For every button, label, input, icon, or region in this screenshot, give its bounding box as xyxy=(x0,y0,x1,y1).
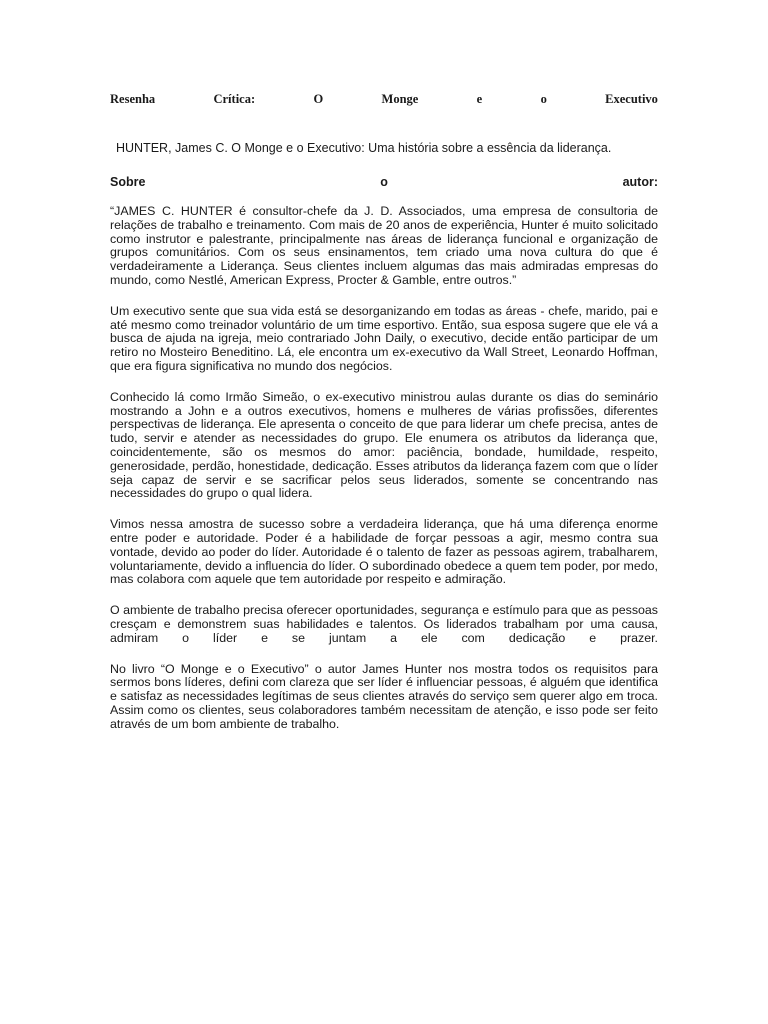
title-word: o xyxy=(540,92,547,106)
heading-word: o xyxy=(380,175,388,189)
title-word: Crítica: xyxy=(213,92,256,106)
paragraph-story-intro: Um executivo sente que sua vida está se desorganizando em todas as áreas - chefe, marido, pai e até mesmo como treinador voluntário de um time esportivo. Então, sua esposa sugere que ele vá a busca de ajuda na igreja, meio contrariado John Daily, o executivo, decide então participar de um retiro no Mosteiro Beneditino. Lá, ele encontra um ex-executivo da Wall Street, Leonardo Hoffman, que era figura significativa no mundo dos negócios. xyxy=(110,303,658,373)
heading-word: autor: xyxy=(622,175,658,189)
heading-word: Sobre xyxy=(110,175,146,189)
title-word: e xyxy=(476,92,483,106)
title-word: O xyxy=(313,92,324,106)
section-heading-about-author xyxy=(110,175,658,189)
document-title xyxy=(110,92,658,107)
body-text xyxy=(110,205,658,749)
bibliographic-reference: HUNTER, James C. O Monge e o Executivo: Uma história sobre a essência da liderança. xyxy=(116,141,612,155)
title-word: Monge xyxy=(381,92,419,106)
paragraph-power-authority: Vimos nessa amostra de sucesso sobre a verdadeira liderança, que há uma diferença enorme entre poder e autoridade. Poder é a habilidade de forçar pessoas a agir, mesmo contra sua vontade, devido ao poder do líder. Autoridade é o talento de fazer as pessoas agirem, trabalharem, voluntariamente, devido a influencia do líder. O subordinado obedece a quem tem poder, por medo, mas colabora com aquele que tem autoridade por respeito e admiração. xyxy=(110,517,658,587)
paragraph-conclusion: No livro “O Monge e o Executivo” o autor James Hunter nos mostra todos os requisitos para sermos bons líderes, defini com clareza que ser líder é influenciar pessoas, é alguém que identifica e satisfaz as necessidades legítimas de seus clientes através do serviço sem querer algo em troca. Assim como os clientes, seus colaboradores também necessitam de atenção, e isso pode ser feito através de um bom ambiente de trabalho. xyxy=(110,661,658,731)
paragraph-work-environment: O ambiente de trabalho precisa oferecer oportunidades, segurança e estímulo para que as pessoas cresçam e demonstrem suas habilidades e talentos. Os liderados trabalham por uma causa, admiram o líder e se juntam a ele com dedicação e prazer. xyxy=(110,603,658,645)
title-word: Resenha xyxy=(110,92,156,106)
paragraph-author-bio: “JAMES C. HUNTER é consultor-chefe da J. D. Associados, uma empresa de consultoria de relações de trabalho e treinamento. Com mais de 20 anos de experiência, Hunter é muito solicitado como instrutor e palestrante, principalmente nas áreas de liderança funcional e organização de grupos comunitários. Com os seus ensinamentos, tem criado uma nova cultura do que é verdadeiramente a Liderança. Seus clientes incluem algumas das mais admiradas empresas do mundo, como Nestlé, American Express, Procter & Gamble, entre outros.” xyxy=(110,204,658,287)
title-word: Executivo xyxy=(605,92,658,106)
paragraph-seminar: Conhecido lá como Irmão Simeão, o ex-executivo ministrou aulas durante os dias do seminário mostrando a John e a outros executivos, homens e mulheres de várias profissões, diferentes perspectivas de liderança. Ele apresenta o conceito de que para liderar um chefe precisa, antes de tudo, servir e atender as necessidades do grupo. Ele enumera os atributos da liderança que, coincidentemente, são os mesmos do amor: paciência, bondade, humildade, respeito, generosidade, perdão, honestidade, dedicação. Esses atributos da liderança fazem com que o líder seja capaz de servir e se sacrificar pelos seus liderados, somente se concentrando nas necessidades do grupo o qual lidera. xyxy=(110,389,658,501)
